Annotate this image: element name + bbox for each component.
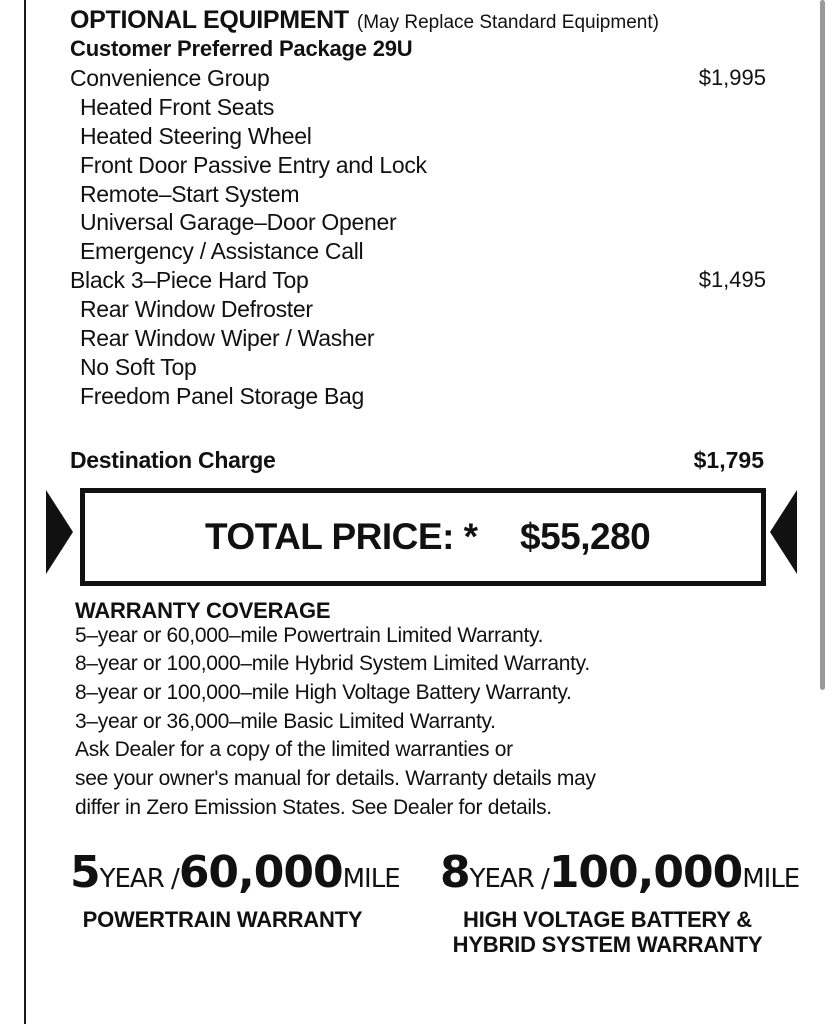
page-left-border xyxy=(24,0,26,1024)
badge-caption: HIGH VOLTAGE BATTERY & xyxy=(463,907,752,932)
group-item: No Soft Top xyxy=(80,354,197,380)
badge-year-word: YEAR / xyxy=(99,864,179,894)
group-item: Rear Window Defroster xyxy=(80,296,313,322)
warranty-line: see your owner's manual for details. Warranty details may xyxy=(75,767,596,790)
left-pointing-triangle-icon xyxy=(770,490,797,574)
badge-miles: 100,000 xyxy=(548,847,743,898)
package-name: Customer Preferred Package 29U xyxy=(70,36,413,61)
badge-caption: HYBRID SYSTEM WARRANTY xyxy=(452,932,763,957)
warranty-line: 8–year or 100,000–mile High Voltage Battery Warranty. xyxy=(75,681,572,704)
group-name-hard-top: Black 3–Piece Hard Top xyxy=(70,267,309,293)
badge-years: 8 xyxy=(440,847,470,898)
right-pointing-triangle-icon xyxy=(46,490,73,574)
group-price-convenience: $1,995 xyxy=(698,65,766,90)
scrollbar[interactable] xyxy=(820,0,825,690)
total-price-value: $55,280 xyxy=(520,516,651,557)
group-item: Universal Garage–Door Opener xyxy=(80,209,397,235)
group-item: Heated Front Seats xyxy=(80,94,275,120)
badge-mile-word: MILE xyxy=(342,864,400,894)
warranty-line: 8–year or 100,000–mile Hybrid System Limited Warranty. xyxy=(75,652,590,675)
group-item: Front Door Passive Entry and Lock xyxy=(80,152,427,178)
badge-miles: 60,000 xyxy=(178,847,343,898)
warranty-line: Ask Dealer for a copy of the limited warranties or xyxy=(75,738,513,761)
group-item: Heated Steering Wheel xyxy=(80,123,312,149)
optional-equipment-heading xyxy=(70,6,659,35)
group-item: Remote–Start System xyxy=(80,181,300,207)
group-name-convenience: Convenience Group xyxy=(70,65,270,91)
total-price-label: TOTAL PRICE: * xyxy=(205,516,478,557)
badge-headline xyxy=(440,847,800,907)
optional-equipment-title: OPTIONAL EQUIPMENT xyxy=(70,6,349,34)
badge-headline xyxy=(70,847,400,907)
warranty-line: differ in Zero Emission States. See Dealer for details. xyxy=(75,796,552,819)
badge-mile-word: MILE xyxy=(742,864,800,894)
battery-hybrid-warranty-badge xyxy=(440,847,800,957)
group-price-hard-top: $1,495 xyxy=(698,267,766,292)
destination-charge-price: $1,795 xyxy=(693,447,764,473)
warranty-line: 5–year or 60,000–mile Powertrain Limited Warranty. xyxy=(75,624,544,647)
group-item: Freedom Panel Storage Bag xyxy=(80,383,365,409)
optional-equipment-subtitle: (May Replace Standard Equipment) xyxy=(356,12,659,33)
group-item: Emergency / Assistance Call xyxy=(80,238,364,264)
warranty-line: 3–year or 36,000–mile Basic Limited Warranty. xyxy=(75,710,496,733)
group-item: Rear Window Wiper / Washer xyxy=(80,325,375,351)
powertrain-warranty-badge xyxy=(70,847,400,932)
destination-charge-label: Destination Charge xyxy=(70,447,276,473)
warranty-heading: WARRANTY COVERAGE xyxy=(75,598,331,623)
badge-years: 5 xyxy=(70,847,100,898)
badge-caption: POWERTRAIN WARRANTY xyxy=(82,907,363,932)
badge-year-word: YEAR / xyxy=(469,864,549,894)
